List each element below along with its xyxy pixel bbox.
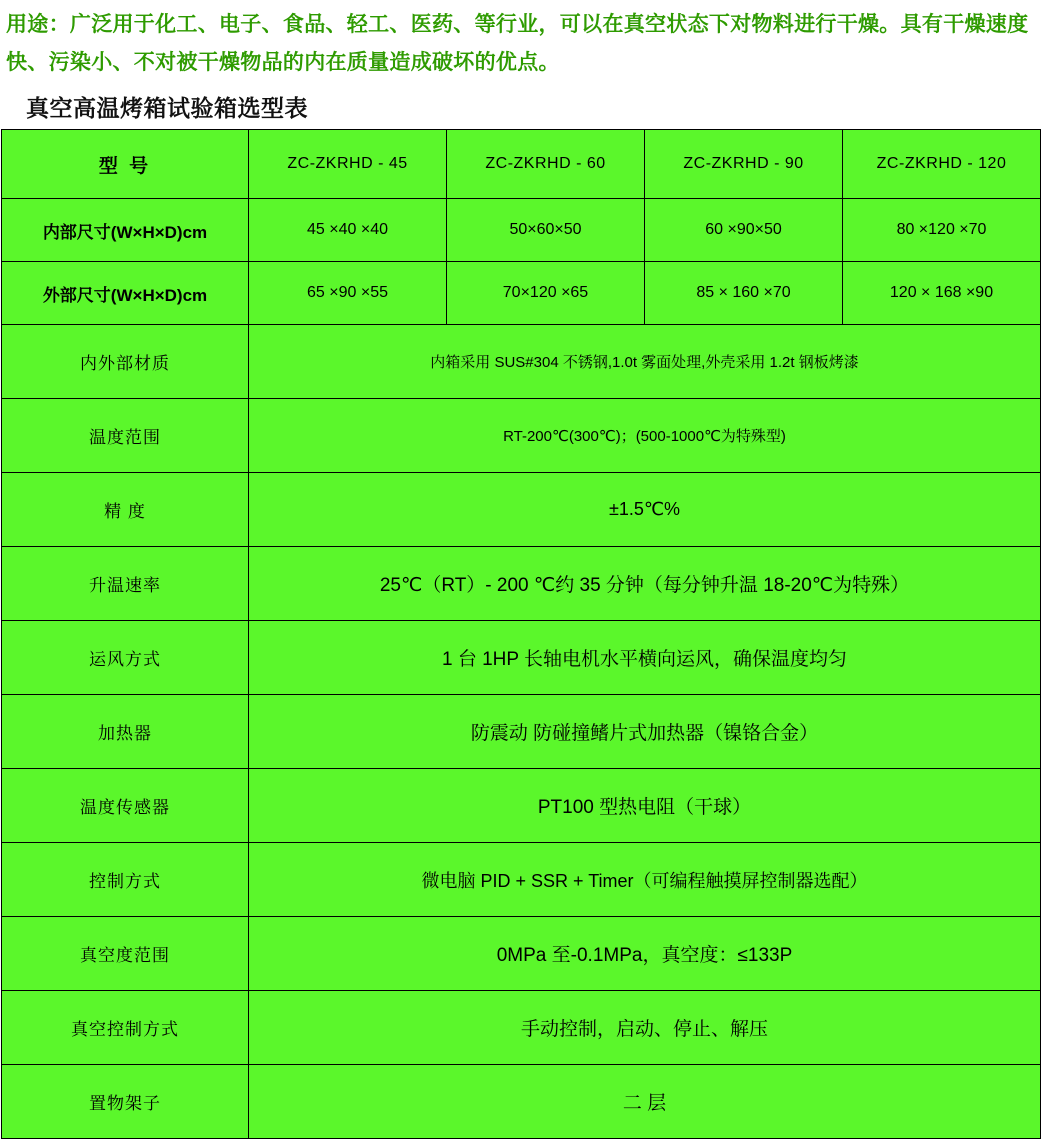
- table-row: [2, 695, 1041, 769]
- inner-dimension-1: 45 ×40 ×40: [249, 199, 447, 262]
- specification-table: [1, 129, 1041, 1139]
- table-row: [2, 1065, 1041, 1139]
- table-row: [2, 547, 1041, 621]
- row-label-control-mode: 控制方式: [2, 843, 249, 917]
- row-value-vacuum-control: 手动控制，启动、停止、解压: [249, 991, 1041, 1065]
- row-label-vacuum-control: 真空控制方式: [2, 991, 249, 1065]
- outer-dimension-4: 120 × 168 ×90: [843, 262, 1041, 325]
- table-row: [2, 199, 1041, 262]
- inner-dimension-4: 80 ×120 ×70: [843, 199, 1041, 262]
- table-row: [2, 325, 1041, 399]
- header-model-2: ZC-ZKRHD - 60: [447, 130, 645, 199]
- table-row: [2, 621, 1041, 695]
- table-row: [2, 917, 1041, 991]
- table-row: [2, 843, 1041, 917]
- row-label-shelf: 置物架子: [2, 1065, 249, 1139]
- table-row: [2, 473, 1041, 547]
- row-value-shelf: 二 层: [249, 1065, 1041, 1139]
- row-value-vacuum-range: 0MPa 至-0.1MPa，真空度：≤133P: [249, 917, 1041, 991]
- row-value-temperature-sensor: PT100 型热电阻（干球）: [249, 769, 1041, 843]
- row-value-temperature-range: RT-200℃(300℃)；(500-1000℃为特殊型): [249, 399, 1041, 473]
- table-row: [2, 991, 1041, 1065]
- row-value-control-mode: 微电脑 PID + SSR + Timer（可编程触摸屏控制器选配）: [249, 843, 1041, 917]
- inner-dimension-3: 60 ×90×50: [645, 199, 843, 262]
- row-label-inner-dimension: 内部尺寸(W×H×D)cm: [2, 199, 249, 262]
- table-header-row: [2, 130, 1041, 199]
- outer-dimension-3: 85 × 160 ×70: [645, 262, 843, 325]
- row-value-accuracy: ±1.5℃%: [249, 473, 1041, 547]
- row-value-heater: 防震动 防碰撞鳍片式加热器（镍铬合金）: [249, 695, 1041, 769]
- table-row: [2, 262, 1041, 325]
- intro-paragraph: 用途：广泛用于化工、电子、食品、轻工、医药、等行业，可以在真空状态下对物料进行干燥。具有干燥速度快、污染小、不对被干燥物品的内在质量造成破坏的优点。: [6, 13, 1029, 74]
- row-label-outer-dimension: 外部尺寸(W×H×D)cm: [2, 262, 249, 325]
- header-label-model: 型 号: [2, 130, 249, 199]
- row-label-temperature-range: 温度范围: [2, 399, 249, 473]
- table-row: [2, 399, 1041, 473]
- row-value-air-circulation: 1 台 1HP 长轴电机水平横向运风，确保温度均匀: [249, 621, 1041, 695]
- row-label-material: 内外部材质: [2, 325, 249, 399]
- row-value-material: 内箱采用 SUS#304 不锈钢,1.0t 雾面处理,外壳采用 1.2t 钢板烤漆: [249, 325, 1041, 399]
- header-model-1: ZC-ZKRHD - 45: [249, 130, 447, 199]
- row-value-heating-rate: 25℃（RT）- 200 ℃约 35 分钟（每分钟升温 18-20℃为特殊）: [249, 547, 1041, 621]
- row-label-accuracy: 精 度: [2, 473, 249, 547]
- row-label-vacuum-range: 真空度范围: [2, 917, 249, 991]
- row-label-heating-rate: 升温速率: [2, 547, 249, 621]
- header-model-4: ZC-ZKRHD - 120: [843, 130, 1041, 199]
- page-title: 真空高温烤箱试验箱选型表: [26, 95, 308, 121]
- header-model-3: ZC-ZKRHD - 90: [645, 130, 843, 199]
- table-body: [2, 130, 1041, 1139]
- outer-dimension-2: 70×120 ×65: [447, 262, 645, 325]
- table-row: [2, 769, 1041, 843]
- outer-dimension-1: 65 ×90 ×55: [249, 262, 447, 325]
- inner-dimension-2: 50×60×50: [447, 199, 645, 262]
- row-label-temperature-sensor: 温度传感器: [2, 769, 249, 843]
- row-label-air-circulation: 运风方式: [2, 621, 249, 695]
- row-label-heater: 加热器: [2, 695, 249, 769]
